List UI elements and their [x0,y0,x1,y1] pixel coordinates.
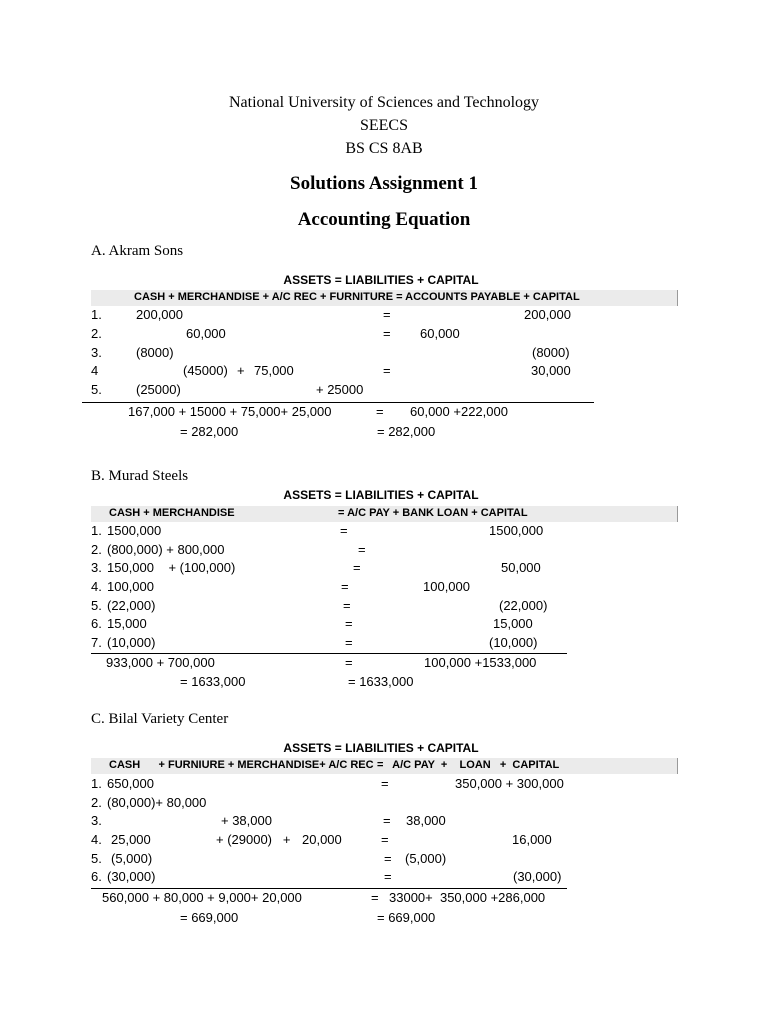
section-heading: C. Bilal Variety Center [91,711,229,727]
capital-cell: (30,000) [513,869,562,884]
cash-cell: (10,000) [107,635,156,650]
row-number: 5. [91,851,102,866]
capital-cell: (8000) [532,345,570,360]
capital-cell: 350,000 + 300,000 [455,776,564,791]
cash-cell: 1500,000 [107,523,162,538]
cash-cell: (80,000)+ 80,000 [107,795,207,810]
row-number: 4 [91,363,99,378]
total-rule [91,888,567,889]
column-header-left: CASH + FURNIURE + MERCHANDISE+ A/C REC [109,759,374,771]
cash-cell: (5,000) [111,851,153,866]
equals-sign: = [343,598,351,613]
total-rule [91,653,567,654]
merchandise-cell: + (29000) + [216,832,291,847]
ac-rec-cell: 75,000 [254,363,294,378]
section-heading: A. Akram Sons [91,243,184,259]
page-title: Solutions Assignment 1 [290,173,478,194]
total-assets: 933,000 + 700,000 [106,655,215,670]
accounts-payable-cell: 38,000 [406,813,446,828]
plus-sign: + [237,363,245,378]
row-number: 4. [91,832,102,847]
equals-sign: = [383,326,391,341]
sum-assets: = 1633,000 [180,674,246,689]
sum-liabilities-capital: = 282,000 [377,424,436,439]
row-number: 4. [91,579,102,594]
equals-sign: = [371,890,379,905]
cash-cell: (8000) [136,345,174,360]
column-header-left: CASH + MERCHANDISE [109,507,235,519]
school-name: SEECS [359,117,408,134]
merchandise-cell: 60,000 [186,326,226,341]
accounts-payable-cell: 60,000 [420,326,460,341]
furniture-cell: + 38,000 [221,813,272,828]
sum-assets: = 282,000 [180,424,239,439]
row-number: 2. [91,542,102,557]
section-heading: B. Murad Steels [91,468,189,484]
capital-cell: 30,000 [531,363,571,378]
row-number: 1. [91,776,102,791]
row-number: 5. [91,598,102,613]
equals-sign: = [383,363,391,378]
cash-cell: 200,000 [136,307,183,322]
equals-sign: = [345,616,353,631]
capital-cell: 200,000 [524,307,571,322]
cash-cell: 25,000 [111,832,151,847]
equals-sign: = [341,579,349,594]
row-number: 1. [91,523,102,538]
equals-sign: = [384,869,392,884]
university-name: National University of Sciences and Technology [228,94,540,111]
ac-rec-cell: 20,000 [302,832,342,847]
equals-sign: = [358,542,366,557]
cash-cell: 650,000 [107,776,154,791]
row-number: 6. [91,616,102,631]
equals-sign: = [345,635,353,650]
equals-sign: = [381,776,389,791]
row-number: 6. [91,869,102,884]
total-liabilities-capital: 100,000 +1533,000 [424,655,537,670]
page-subtitle: Accounting Equation [297,209,471,230]
capital-cell: 50,000 [501,560,541,575]
column-header-right: = A/C PAY + BANK LOAN + CAPITAL [338,507,528,519]
row-number: 3. [91,560,102,575]
total-assets: 560,000 + 80,000 + 9,000+ 20,000 [102,890,302,905]
equals-sign: = [384,851,392,866]
row-number: 3. [91,813,102,828]
cash-cell: 15,000 [107,616,147,631]
equals-sign: = [383,307,391,322]
equals-sign: = [376,404,384,419]
row-number: 7. [91,635,102,650]
equals-sign: = [345,655,353,670]
total-liabilities-capital: 60,000 +222,000 [410,404,508,419]
capital-cell: 16,000 [512,832,552,847]
row-number: 1. [91,307,102,322]
cash-cell: (800,000) + 800,000 [107,542,225,557]
equals-sign: = [383,813,391,828]
cash-cell: (30,000) [107,869,156,884]
column-header: CASH + MERCHANDISE + A/C REC + FURNITURE = ACCOUNTS PAYABLE + CAPITAL [134,291,580,303]
row-number: 2. [91,326,102,341]
cash-cell: 100,000 [107,579,154,594]
furniture-cell: + 25000 [316,382,364,397]
total-liabilities-capital: 33000+ 350,000 +286,000 [389,890,546,905]
sum-assets: = 669,000 [180,910,239,925]
equals-sign: = [340,523,348,538]
total-rule [82,402,594,403]
sum-liabilities-capital: = 1633,000 [348,674,414,689]
merchandise-cell: (45000) [183,363,228,378]
accounts-payable-cell: (5,000) [405,851,447,866]
capital-cell: 15,000 [493,616,533,631]
accounting-equation: ASSETS = LIABILITIES + CAPITAL [283,741,479,755]
capital-cell: (22,000) [499,598,548,613]
equals-sign: = [353,560,361,575]
column-header-right: = A/C PAY + LOAN + CAPITAL [377,759,560,771]
sum-liabilities-capital: = 669,000 [377,910,436,925]
row-number: 5. [91,382,102,397]
capital-cell: (10,000) [489,635,538,650]
capital-cell: 1500,000 [489,523,544,538]
row-number: 3. [91,345,102,360]
cash-cell: (25000) [136,382,181,397]
accounting-equation: ASSETS = LIABILITIES + CAPITAL [283,488,479,502]
class-name: BS CS 8AB [345,140,423,157]
row-number: 2. [91,795,102,810]
accounting-equation: ASSETS = LIABILITIES + CAPITAL [283,273,479,287]
cash-cell: (22,000) [107,598,156,613]
cash-cell: 150,000 + (100,000) [107,560,236,575]
equals-sign: = [381,832,389,847]
accounts-payable-cell: 100,000 [423,579,470,594]
total-assets: 167,000 + 15000 + 75,000+ 25,000 [128,404,332,419]
